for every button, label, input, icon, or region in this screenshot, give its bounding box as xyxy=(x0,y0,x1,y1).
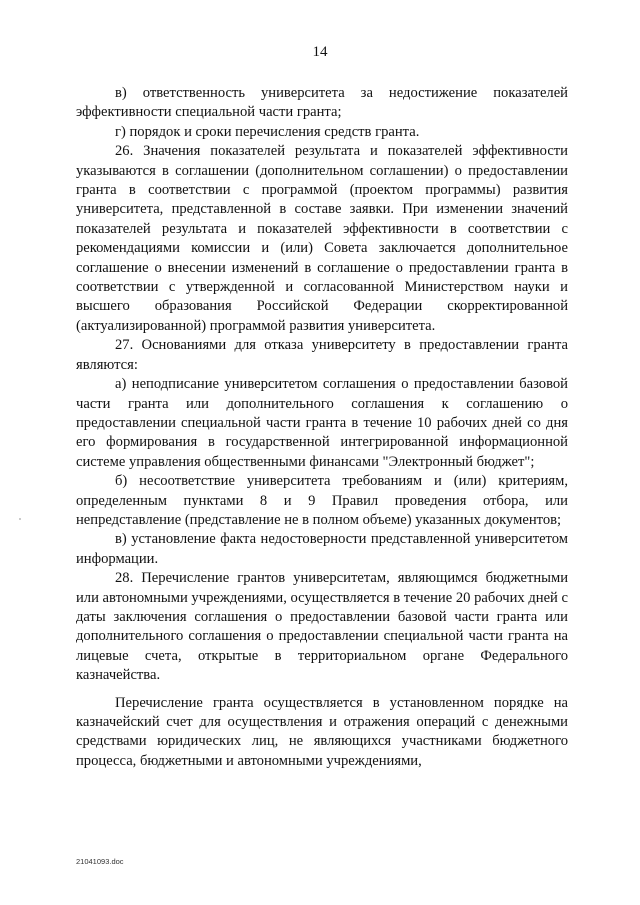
page-number: 14 xyxy=(312,44,328,60)
paragraph-28: 28. Перечисление грантов университетам, являющимся бюджетными или автономными учреждениями, осуществляется в течение 20 рабочих дней с даты заключения соглашения о предоставлении базовой части гранта или дополнительного соглашения о предоставлении специальной части гранта на лицевые счета, открытые в территориальном органе Федерального казначейства. xyxy=(76,570,568,684)
margin-mark xyxy=(19,518,21,520)
paragraph-27-v: в) установление факта недостоверности представленной университетом информации. xyxy=(76,531,568,567)
footer-filename: 21041093.doc xyxy=(76,857,124,866)
paragraph-27: 27. Основаниями для отказа университету в предоставлении гранта являются: xyxy=(76,337,568,373)
paragraph-27-a: а) неподписание университетом соглашения о предоставлении базовой части гранта или дополнительного соглашения к соглашению о предоставлении специальной части гранта в течение 10 рабочих дней со дня его формирования в государственной интегрированной информационной системе управления общественными финансами "Электронный бюджет"; xyxy=(76,376,568,470)
paragraph-27-b: б) несоответствие университета требованиям и (или) критериям, определенным пунктами 8 и 9 Правил проведения отбора, или непредставление (представление не в полном объеме) указанных документов; xyxy=(76,473,568,528)
paragraph-g-payment-terms: г) порядок и сроки перечисления средств гранта. xyxy=(115,123,420,140)
paragraph-transfer: Перечисление гранта осуществляется в установленном порядке на казначейский счет для осуществления и отражения операций с денежными средствами юридических лиц, не являющихся участниками бюджетного процесса, бюджетными и автономными учреждениями, xyxy=(76,694,568,769)
document-body xyxy=(76,84,568,771)
paragraph-v-responsibility: в) ответственность университета за недостижение показателей эффективности специальной части гранта; xyxy=(76,85,568,121)
paragraph-26: 26. Значения показателей результата и показателей эффективности указываются в соглашении (дополнительном соглашении) о предоставлении гранта в соответствии с программой (проектом программы) развития университета, представленной в составе заявки. При изменении значений показателей результата и показателей эффективности в соответствии с рекомендациями комиссии и (или) Совета заключается дополнительное соглашение о внесении изменений в соглашение о предоставлении гранта в соответствии с утвержденной и согласованной Министерством науки и высшего образования Российской Федерации скорректированной (актуализированной) программой развития университета. xyxy=(76,143,568,334)
